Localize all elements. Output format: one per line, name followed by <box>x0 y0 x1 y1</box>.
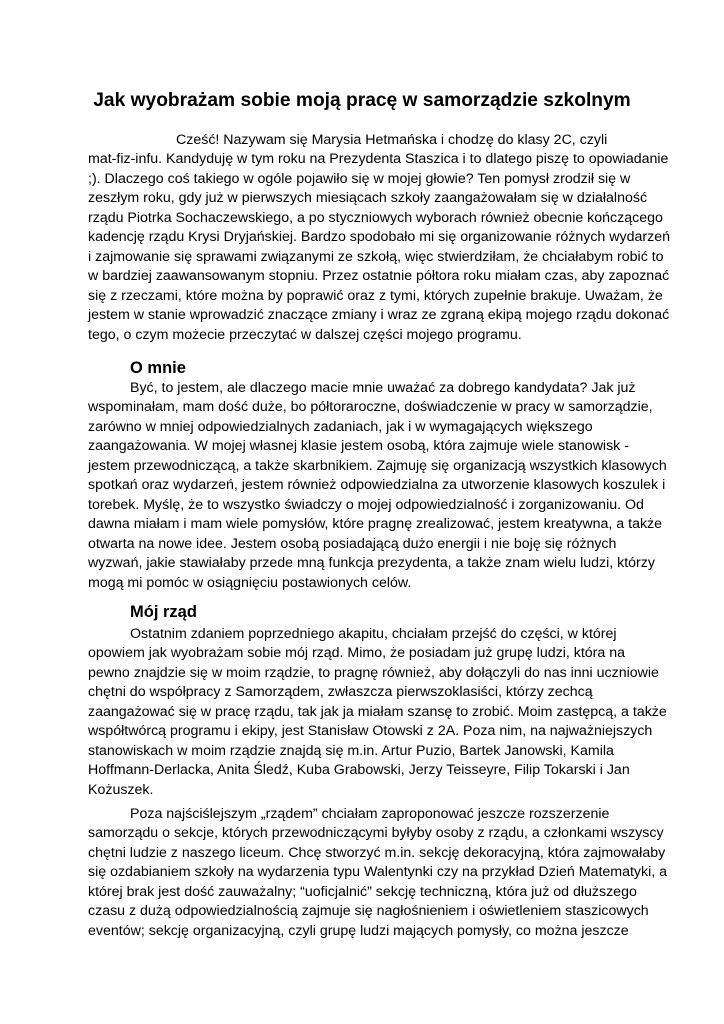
text-line: współtwórcą programu i ekipy, jest Stanisław Otowski z 2A. Poza nim, na najważniejszych <box>88 723 653 740</box>
text-line: mogą mi pomóc w osiągnięciu postawionych celów. <box>88 574 412 591</box>
text-line: ;). Dlaczego coś takiego w ogóle pojawiło się w mojej głowie? Ten pomysł zrodził się w <box>88 170 631 187</box>
text-line: pewno znajdzie się w moim rządzie, to pragnę również, aby dołączyli do nas inni uczniowie <box>88 664 659 681</box>
section-moj-rzad-paragraph-2 <box>88 805 668 941</box>
text-line: zaangażować się w pracę rządu, tak jak ja miałam szansę to zrobić. Moim zastępcą, a także <box>88 703 667 720</box>
text-line: torebek. Myślę, że to wszystko świadczy o mojej odpowiedzialność i zorganizowaniu. Od <box>88 496 644 513</box>
text-line: Być, to jestem, ale dlaczego macie mnie uważać za dobrego kandydata? Jak już <box>130 380 636 396</box>
text-line: Poza najściślejszym „rządem” chciałam zaproponować jeszcze rozszerzenie <box>130 806 610 822</box>
text-line: samorządu o sekcje, których przewodniczącymi byłyby osoby z rządu, a członkami wszyscy <box>88 825 664 842</box>
document-title: Jak wyobrażam sobie moją pracę w samorządzie szkolnym <box>93 90 631 111</box>
text-line: spotkań oraz wydarzeń, jestem również odpowiedzialna za utworzenie klasowych koszulek i <box>88 477 666 494</box>
text-line: się z rzeczami, które można by poprawić oraz z tymi, których zupełnie brakuje. Uważam, że <box>88 287 663 304</box>
text-line: wyzwań, jakie stawiałaby przede mną funkcja prezydenta, a także znam wielu ludzi, którzy <box>88 555 655 572</box>
text-line: rządu Piotrka Sochaczewskiego, a po styczniowych wyborach również obecnie kończącego <box>88 209 663 226</box>
section-o-mnie-paragraph <box>88 379 667 593</box>
text-line: Kożuszek. <box>88 781 154 798</box>
text-line: kadencję rządu Krysi Dryjańskiej. Bardzo spodobało mi się organizowanie różnych wydarzeń <box>88 229 670 246</box>
text-line: chętni ludzie z naszego liceum. Chcę stworzyć m.in. sekcję dekoracyjną, która zajmowałaby <box>88 844 666 861</box>
text-line: Hoffmann-Derlacka, Anita Śledź, Kuba Grabowski, Jerzy Teisseyre, Filip Tokarski i Jan <box>88 762 630 779</box>
section-heading-moj-rzad: Mój rząd <box>130 603 197 621</box>
text-line: której brak jest dość zauważalny; “uoficjalnić” sekcję techniczną, która już od dłuższego <box>88 883 637 900</box>
text-line: i zajmowanie się sprawami związanymi ze szkołą, więc stwierdziłam, że chciałabym robić to <box>88 248 664 265</box>
text-line: tego, o czym możecie przeczytać w dalszej części mojego programu. <box>88 326 522 343</box>
text-line: w bardziej zaawansowanym stopniu. Przez ostatnie półtora roku miałam czas, aby zapoznać <box>88 268 670 285</box>
text-line: jestem przewodniczącą, a także skarbnikiem. Zajmuję się organizacją wszystkich klasowych <box>88 457 667 474</box>
section-moj-rzad-paragraph <box>88 625 667 800</box>
section-heading-o-mnie: O mnie <box>130 359 186 377</box>
text-line: dawna miałam i mam wiele pomysłów, które pragnę zrealizować, jestem kreatywna, a także <box>88 516 663 533</box>
text-line: jestem w stanie wprowadzić znaczące zmiany i wraz ze zgraną ekipą mojego rządu dokonać <box>88 307 670 324</box>
intro-paragraph <box>88 131 670 345</box>
text-line: zeszłym roku, gdy już w pierwszych miesiącach szkoły zaangażowałam się w działalność <box>88 190 648 207</box>
text-line: eventów; sekcję organizacyjną, czyli grupę ludzi mających pomysły, co można jeszcze <box>88 922 629 939</box>
text-line: zaangażowania. W mojej własnej klasie jestem osobą, która zajmuje wiele stanowisk - <box>88 438 629 455</box>
text-line: chętni do współpracy z Samorządem, zwłaszcza pierwszoklasiści, którzy zechcą <box>88 684 593 701</box>
text-line: opowiem jak wyobrażam sobie mój rząd. Mimo, że posiadam już grupę ludzi, która na <box>88 645 625 662</box>
text-line: Ostatnim zdaniem poprzedniego akapitu, chciałam przejść do części, w której <box>130 626 617 642</box>
text-line: wspominałam, mam dość duże, bo półtoraroczne, doświadczenie w pracy w samorządzie, <box>88 399 653 416</box>
text-line: mat-fiz-infu. Kandyduję w tym roku na Prezydenta Staszica i to dlatego piszę to opowiadanie <box>88 151 669 168</box>
text-line: stanowiskach w moim rządzie znajdą się m.in. Artur Puzio, Bartek Janowski, Kamila <box>88 742 614 759</box>
text-line: otwarta na nowe idee. Jestem osobą posiadającą dużo energii i nie boję się różnych <box>88 535 617 552</box>
text-line: się ozdabianiem szkoły na wydarzenia typu Walentynki czy na przykład Dzień Matematyki, a <box>88 864 668 881</box>
text-line: czasu z dużą odpowiedzialnością zajmuje się nagłośnieniem i oświetleniem staszicowych <box>88 903 649 920</box>
text-line: zarówno w mniej odpowiedzialnych zadaniach, jak i w wymagających większego <box>88 418 593 435</box>
text-line: Cześć! Nazywam się Marysia Hetmańska i chodzę do klasy 2C, czyli <box>176 132 608 148</box>
